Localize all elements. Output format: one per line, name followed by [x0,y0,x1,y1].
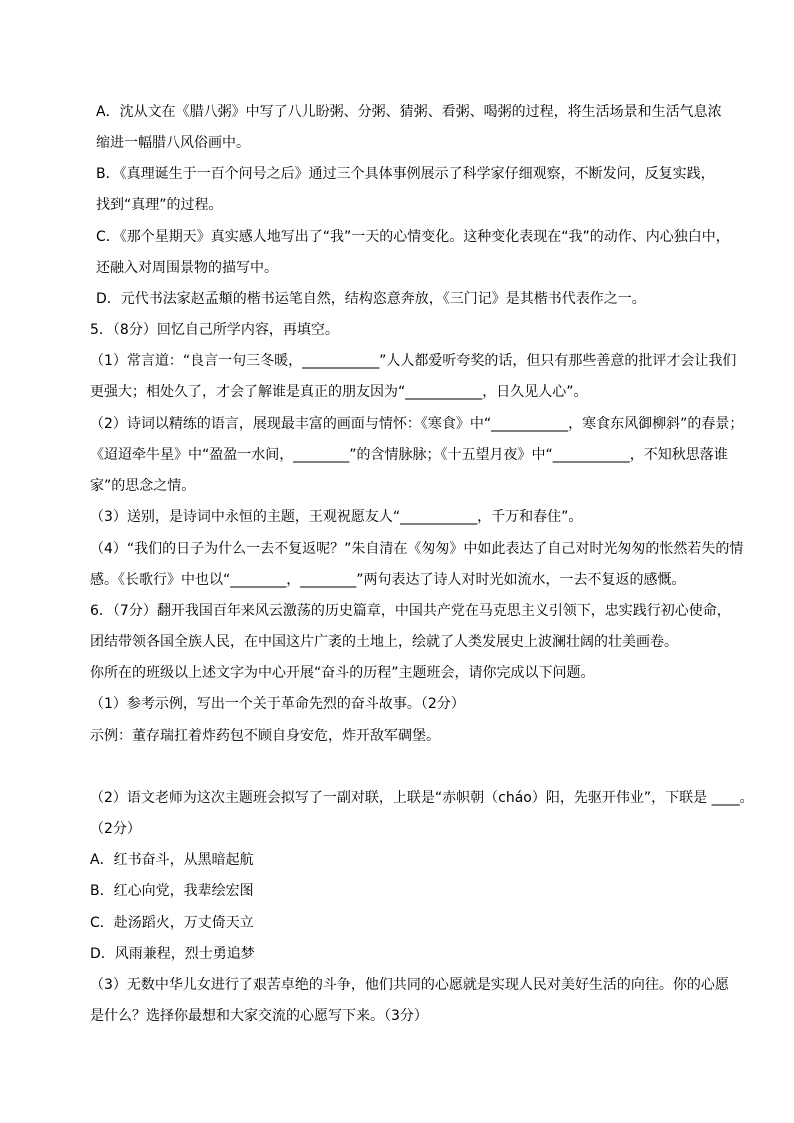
q6-part2-line-2: （2分） [90,821,141,837]
question-6-line-3: 你所在的班级以上述文字为中心开展“奋斗的历程”主题班会，请你完成以下问题。 [90,665,595,681]
q5-part1-line-1: （1）常言道：“良言一句三冬暖，___________”人人都爱听夸奖的话，但只有那些善意的批评才会让我们 [90,353,737,369]
q6-option-c: C．赴汤蹈火，万丈倚天立 [90,915,254,931]
q5-part3-line: （3）送别，是诗词中永恒的主题，王观祝愿友人“___________，千万和春住”。 [90,509,583,525]
question-5-title: 5．（8分）回忆自己所学内容，再填空。 [90,322,339,338]
q5-part4-line-2: 感。《长歌行》中也以“________，________”两句表达了诗人对时光如流水，一去不复返的感慨。 [90,572,686,588]
option-a-line-1: A．沈从文在《腊八粥》中写了八儿盼粥、分粥、猜粥、看粥、喝粥的过程，将生活场景和生活气息浓 [96,104,722,120]
q6-option-b: B．红心向党，我辈绘宏图 [90,883,254,899]
option-b-line-1: B．《真理诞生于一百个问号之后》通过三个具体事例展示了科学家仔细观察，不断发问，反复实践， [96,166,715,182]
q5-part1-line-2: 更强大；相处久了，才会了解谁是真正的朋友因为“___________，日久见人心”。 [90,384,588,400]
q6-part3-line-1: （3）无数中华儿女进行了艰苦卓绝的斗争，他们共同的心愿就是实现人民对美好生活的向往。你的心愿 [90,977,729,993]
option-a-line-2: 缩进一幅腊八风俗画中。 [96,135,250,151]
question-6-line-1: 6．（7分）翻开我国百年来风云激荡的历史篇章，中国共产党在马克思主义引领下，忠实践行初心使命， [90,603,731,619]
question-6-line-2: 团结带领各国全族人民，在中国这片广袤的土地上，绘就了人类发展史上波澜壮阔的壮美画卷。 [90,634,678,650]
q6-part1-line: （1）参考示例，写出一个关于革命先烈的奋斗故事。（2分） [90,696,465,712]
q5-part2-line-3: 家”的思念之情。 [90,478,196,494]
q5-part2-line-2: 《迢迢牵牛星》中“盈盈一水间，________”的含情脉脉；《十五望月夜》中“___________，不知秋思落谁 [90,447,728,463]
option-d-line: D．元代书法家赵孟頫的楷书运笔自然，结构恣意奔放，《三门记》是其楷书代表作之一。 [96,291,646,307]
q5-part2-line-1: （2）诗词以精练的语言，展现最丰富的画面与情怀：《寒食》中“___________，寒食东风御柳斜”的春景； [90,416,744,432]
q6-option-a: A．红书奋斗，从黑暗起航 [90,852,254,868]
q5-part4-line-1: （4）“我们的日子为什么一去不复返呢？”朱自清在《匆匆》中如此表达了自己对时光匆匆的怅然若失的情 [90,541,744,557]
option-b-line-2: 找到“真理”的过程。 [96,197,223,213]
q6-part2-line-1: （2）语文老师为这次主题班会拟写了一副对联，上联是“赤帜朝（cháo）阳，先驱开伟业”，下联是 ____。 [90,790,754,806]
q6-example-line: 示例：董存瑞扛着炸药包不顾自身安危，炸开敌军碉堡。 [90,728,440,744]
option-c-line-1: C．《那个星期天》真实感人地写出了“我”一天的心情变化。这种变化表现在“我”的动作、内心独白中， [96,229,730,245]
q6-part3-line-2: 是什么？选择你最想和大家交流的心愿写下来。（3分） [90,1008,428,1024]
option-c-line-2: 还融入对周围景物的描写中。 [96,260,278,276]
q6-option-d: D．风雨兼程，烈士勇追梦 [90,946,255,962]
